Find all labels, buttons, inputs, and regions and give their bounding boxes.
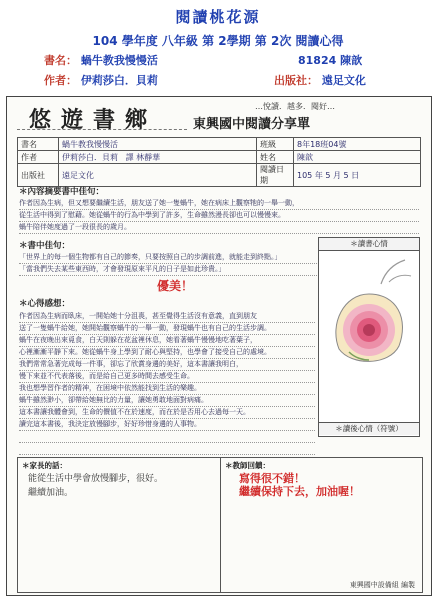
quote-heading: ＊書中佳句：	[19, 241, 71, 251]
book-name-label: 書名	[18, 138, 59, 151]
book-name-value: 蝸牛教我慢慢活	[59, 138, 257, 151]
feedback-section	[17, 457, 423, 593]
reflection-line: 我們常常急著完成每一件事，卻忘了欣賞身邊的美好，這本書讓我明白，	[19, 359, 315, 371]
reflection-line: 讀完這本書後，我決定放慢腳步，好好珍惜身邊的人事物。	[19, 419, 315, 431]
summary-line: 蝸牛陪伴她度過了一段很長的歲月。	[19, 222, 419, 234]
publisher-label-cell: 出版社	[18, 164, 59, 187]
mood-before-label: ＊讀書心情	[319, 238, 419, 251]
banner-title: 閱讀桃花源	[175, 8, 261, 26]
book-row	[44, 52, 158, 68]
author-name: 伊莉莎白．貝莉	[80, 74, 158, 87]
class-label: 班級	[257, 138, 294, 151]
footer-stamp: 東興國中設備組 編製	[349, 581, 415, 589]
summary-heading: ＊內容摘要書中佳句：	[19, 187, 105, 197]
name-value: 陳歆	[294, 151, 421, 164]
reflection-heading: ＊心得感想：	[19, 299, 71, 309]
publisher-label: 出版社：	[274, 74, 318, 87]
mood-after-label: ＊讀後心情（符號）	[319, 422, 419, 435]
parent-line: 繼續加油。	[28, 488, 74, 498]
reflection-line: 慢下來並不代表落後，而是給自己更多時間去感受生命。	[19, 371, 315, 383]
reflection-line	[19, 431, 315, 443]
author-label-cell: 作者	[18, 151, 59, 164]
teacher-line: 繼續保持下去，加油喔！	[239, 485, 360, 498]
reflection-line: 這本書讓我體會到，生命的價值不在於速度，而在於是否用心去過每一天。	[19, 407, 315, 419]
student-info: 81824 陳歆	[298, 54, 363, 67]
brand-logo: 悠遊書鄉	[29, 107, 158, 133]
reflection-line: 我也想學習作者的精神，在困境中依然能找到生活的樂趣。	[19, 383, 315, 395]
publisher-value-cell: 遠足文化	[59, 164, 257, 187]
school-form-title: 東興國中閱讀分享單	[193, 117, 311, 132]
summary-line: 作者因為生病，但又想要繼續生活，朋友送了她一隻蝸牛，她在病床上觀察牠的一舉一動，	[19, 198, 419, 210]
book-title: 蝸牛教我慢慢活	[80, 54, 158, 67]
reflection-line: 蝸牛雖然渺小，卻帶給她無比的力量，讓她勇敢地面對病痛。	[19, 395, 315, 407]
quote-line: 「世界上的每一個生物都有自己的節奏，只要按照自己的步調前進，就能走到終點。」	[19, 252, 419, 264]
parent-heading: ＊家長的話：	[22, 461, 67, 470]
reflection-line: 作者因為生病而臥床，一開始她十分沮喪，甚至覺得生活沒有意義，直到朋友	[19, 311, 315, 323]
author-value-cell	[59, 151, 257, 164]
reflection-line: 心裡漸漸平靜下來。她從蝸牛身上學到了耐心與堅持，也學會了接受自己的處境。	[19, 347, 315, 359]
class-value: 8年18班04號	[294, 138, 421, 151]
header-banner	[0, 0, 436, 90]
translator: 譯 林靜華	[125, 152, 161, 162]
reflection-line: 送了一隻蝸牛給她，她開始觀察蝸牛的一舉一動，發現蝸牛也有自己的生活步調。	[19, 323, 315, 335]
reflection-line	[19, 443, 315, 455]
brand-divider	[17, 129, 187, 133]
publisher-name: 遠足文化	[321, 74, 366, 87]
teacher-comment	[239, 472, 360, 498]
parent-comment	[28, 472, 163, 500]
reading-sheet	[6, 96, 432, 596]
publisher-row	[274, 72, 366, 88]
teacher-heading: ＊教師回饋：	[225, 461, 270, 470]
flower-drawing-icon	[319, 254, 419, 374]
name-label: 姓名	[257, 151, 294, 164]
mood-panel	[318, 237, 420, 437]
teacher-feedback	[220, 458, 421, 592]
date-label: 閱讀日期	[257, 164, 294, 187]
parent-feedback	[18, 458, 220, 592]
date-value: 105 年 5 月 5 日	[294, 164, 421, 187]
info-table	[17, 137, 421, 187]
summary-line: 從生活中得到了慰藉。她從蝸牛的行為中學到了許多，生命雖然漫長卻也可以慢慢來。	[19, 210, 419, 222]
author-value: 伊莉莎白．貝莉	[62, 152, 118, 162]
reflection-line: 蝸牛在夜晚出來覓食，白天則躲在花盆裡休息，她看著蝸牛慢慢地吃著葉子，	[19, 335, 315, 347]
slogan: …悅讀．越多．閱好…	[255, 102, 335, 111]
teacher-inline-comment: 優美！	[157, 279, 194, 293]
teacher-line: 寫得很不錯！	[239, 472, 305, 485]
author-label: 作者：	[44, 74, 77, 87]
banner-subtitle: 104 學年度 八年級 第 2學期 第 2次 閱讀心得	[92, 34, 344, 48]
quote-line: 「當我們失去某些東西時，才會發現原來平凡的日子是如此珍貴。」	[19, 264, 419, 276]
book-label: 書名：	[44, 54, 77, 67]
author-row	[44, 72, 158, 88]
parent-line: 能從生活中學會放慢腳步，很好。	[28, 474, 164, 484]
